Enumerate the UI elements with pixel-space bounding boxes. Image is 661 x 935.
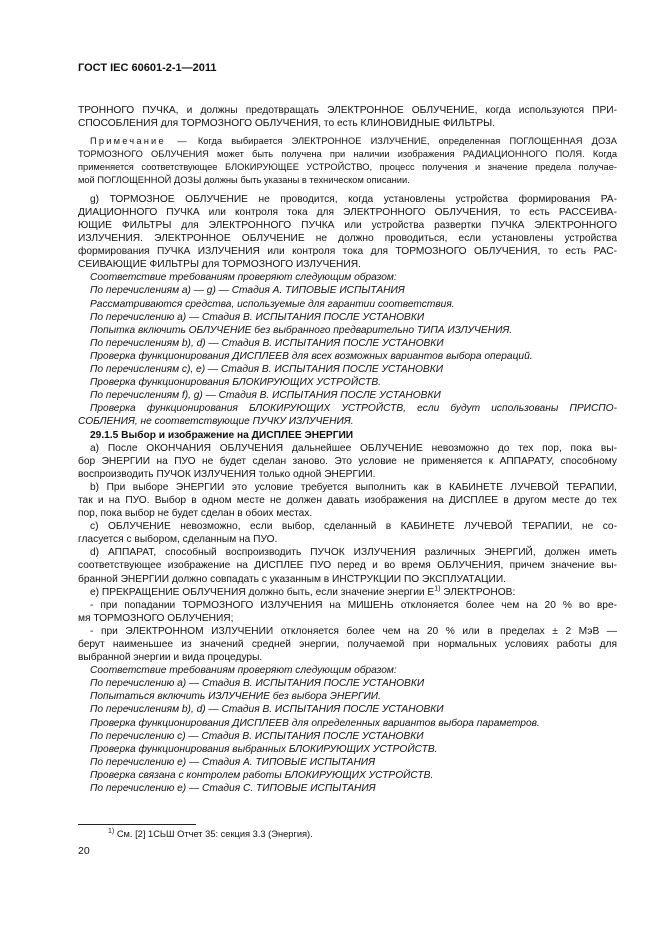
text-line: b) При выборе ЭНЕРГИИ это условие требуется выполнить как в КАБИНЕТЕ ЛУЧЕВОЙ ТЕРАПИИ, — [90, 481, 617, 493]
text-line: - при ЭЛЕКТРОННОМ ИЗЛУЧЕНИИ отклоняется более чем на 20 % или в пределах ± 2 МэВ — — [90, 625, 617, 637]
text-line: выбранной энергии и вида процедуры. — [78, 652, 263, 664]
text-line: так и на ПУО. Выбор в одном месте не должен давать изображения на ДИСПЛЕЕ в другом месте до тех — [78, 494, 617, 506]
text-line: Проверка функционирования ДИСПЛЕЕВ для всех возможных вариантов выбора операций. — [90, 350, 533, 362]
text-line: По перечислению е) — Стадия С. ТИПОВЫЕ ИСПЫТАНИЯ — [90, 783, 376, 795]
note-line: мой ПОГЛОЩЕННОЙ ДОЗЫ должны быть указаны в техническом описании. — [78, 174, 410, 185]
text-line: ЮЩИЕ ФИЛЬТРЫ для ЭЛЕКТРОННОГО ПУЧКА или устройства развертки ПУЧКА ЭЛЕКТРОННОГО — [78, 220, 617, 231]
text-line: ДИАЦИОННОГО ПУЧКА или контроля тока для ЭЛЕКТРОННОГО ОБЛУЧЕНИЯ, то есть РАССЕИВА- — [78, 206, 617, 218]
text-line: берут наименьшее из значений средней энергии, получаемой при нормальных условиях работы для — [78, 639, 617, 650]
text-line: СЕИВАЮЩИЕ ФИЛЬТРЫ для ТОРМОЗНОГО ИЗЛУЧЕНИЯ. — [78, 259, 361, 271]
text-line: - при попадании ТОРМОЗНОГО ИЗЛУЧЕНИЯ на МИШЕНЬ отклоняется более чем на 20 % во вре- — [90, 599, 617, 611]
footnote-ref: 1) — [434, 585, 441, 593]
text-line: По перечислениям а) — g) — Стадия А. ТИПОВЫЕ ИСПЫТАНИЯ — [90, 285, 405, 297]
text-line: ИЗЛУЧЕНИЯ. ЭЛЕКТРОННОЕ ОБЛУЧЕНИЕ не должно проводиться, если установлены устройства — [78, 233, 617, 245]
note-label: Примечание — — [90, 136, 189, 147]
page-number: 20 — [78, 845, 90, 857]
text-line: формирования ПУЧКА ИЗЛУЧЕНИЯ или контроля тока для ТОРМОЗНОГО ОБЛУЧЕНИЯ, то есть РАС- — [78, 246, 617, 258]
text-line: Проверка функционирования БЛОКИРУЮЩИХ УСТРОЙСТВ. — [90, 377, 382, 389]
text-line: Проверка функционирования ДИСПЛЕЕВ для определенных вариантов выбора параметров. — [90, 717, 540, 729]
text-line: СОБЛЕНИЯ, не соответствующие ПУЧКУ ИЗЛУЧЕНИЯ. — [78, 416, 354, 428]
section-heading: 29.1.5 Выбор и изображение на ДИСПЛЕЕ ЭНЕРГИИ — [90, 429, 354, 441]
text-line: Проверка связана с контролем работы БЛОКИРУЮЩИХ УСТРОЙСТВ. — [90, 769, 434, 781]
text-line: По перечислениям f), g) — Стадия В. ИСПЫТАНИЯ ПОСЛЕ УСТАНОВКИ — [90, 390, 441, 402]
text-line: соответствующее изображение на ДИСПЛЕЕ ПУО перед и во время ОБЛУЧЕНИЯ, причем значение вы- — [78, 560, 617, 572]
text-line: пор, пока выбор не будет сделан в обоих местах. — [78, 508, 313, 520]
footnote: $^{1)}$ См. [2] 1СЬШ Отчет 35: секция 3.3 (Энергия). — [108, 827, 313, 839]
text-line: По перечислению а) — Стадия В. ИСПЫТАНИЯ ПОСЛЕ УСТАНОВКИ — [90, 311, 425, 323]
text-line: Соответствие требованиям проверяют следующим образом: — [90, 272, 397, 284]
document-header: ГОСТ IEC 60601-2-1—2011 — [78, 62, 217, 74]
text-line: е) ПРЕКРАЩЕНИЕ ОБЛУЧЕНИЯ должно быть, если значение энергии $E^{1)}$ ЭЛЕКТРОНОВ: — [90, 585, 516, 598]
note-line: применяется соответствующее БЛОКИРУЮЩЕЕ УСТРОЙСТВО, процесс получения и значение предела получае- — [78, 162, 617, 172]
text-line: Попытка включить ОБЛУЧЕНИЕ без выбранного предварительно ТИПА ИЗЛУЧЕНИЯ. — [90, 324, 513, 336]
text-line: бранной ЭНЕРГИИ должно совпадать с указанным в ИНСТРУКЦИИ ПО ЭКСПЛУАТАЦИИ. — [78, 573, 507, 585]
text-line: воспроизводить ПУЧОК ИЗЛУЧЕНИЯ только одной ЭНЕРГИИ. — [78, 468, 376, 480]
text-line: Проверка функционирования БЛОКИРУЮЩИХ УСТРОЙСТВ, если будут использованы ПРИСПО- — [90, 403, 617, 415]
note-line: ТОРМОЗНОГО ОБЛУЧЕНИЯ может быть получена при наличии изображения РАДИАЦИОННОГО ПОЛЯ. Когда — [78, 149, 617, 160]
text-line: мя ТОРМОЗНОГО ОБЛУЧЕНИЯ; — [78, 612, 234, 624]
text-line: Проверка функционирования выбранных БЛОКИРУЮЩИХ УСТРОЙСТВ. — [90, 743, 438, 755]
page-body — [78, 104, 617, 795]
text-line: По перечислениям b), d) — Стадия В. ИСПЫТАНИЯ ПОСЛЕ УСТАНОВКИ — [90, 337, 444, 349]
footnote-divider — [78, 824, 196, 825]
text-line: По перечислению е) — Стадия А. ТИПОВЫЕ ИСПЫТАНИЯ — [90, 756, 376, 768]
text-line: По перечислениям b), d) — Стадия В. ИСПЫТАНИЯ ПОСЛЕ УСТАНОВКИ — [90, 704, 444, 716]
text-line: гласуется с выбором, сделанным на ПУО. — [78, 534, 278, 546]
text-line: g) ТОРМОЗНОЕ ОБЛУЧЕНИЕ не проводится, когда установлены устройства формирования РА- — [90, 193, 617, 205]
text-line: По перечислению с) — Стадия В. ИСПЫТАНИЯ ПОСЛЕ УСТАНОВКИ — [90, 730, 424, 742]
text-line: По перечислениям с), е) — Стадия В. ИСПЫТАНИЯ ПОСЛЕ УСТАНОВКИ — [90, 364, 444, 376]
text-line: По перечислению а) — Стадия В. ИСПЫТАНИЯ ПОСЛЕ УСТАНОВКИ — [90, 678, 425, 690]
text-line: d) АППАРАТ, способный воспроизводить ПУЧОК ИЗЛУЧЕНИЯ различных ЭНЕРГИЙ, должен иметь — [90, 547, 617, 559]
text-line: СПОСОБЛЕНИЯ для ТОРМОЗНОГО ОБЛУЧЕНИЯ, то есть КЛИНОВИДНЫЕ ФИЛЬТРЫ. — [78, 118, 496, 130]
text-line: ТРОННОГО ПУЧКА, и должны предотвращать ЭЛЕКТРОННОЕ ОБЛУЧЕНИЕ, когда используются ПРИ- — [78, 105, 617, 116]
note-block — [78, 135, 617, 187]
text-line: Попытаться включить ИЗЛУЧЕНИЕ без выбора ЭНЕРГИИ. — [90, 691, 381, 703]
text-line: а) После ОКОНЧАНИЯ ОБЛУЧЕНИЯ дальнейшее ОБЛУЧЕНИЕ невозможно до тех пор, пока вы- — [90, 442, 617, 454]
text-line: бор ЭНЕРГИИ на ПУО не будет сделан заново. Это условие не применяется к АППАРАТУ, способному — [78, 455, 617, 467]
text-line: Рассматриваются средства, используемые для гарантии соответствия. — [90, 298, 455, 310]
text-line: с) ОБЛУЧЕНИЕ невозможно, если выбор, сделанный в КАБИНЕТЕ ЛУЧЕВОЙ ТЕРАПИИ, не со- — [90, 521, 617, 533]
text-line: Соответствие требованиям проверяют следующим образом: — [90, 665, 397, 677]
note-line: Примечание — Когда выбирается ЭЛЕКТРОННОЕ ИЗЛУЧЕНИЕ, определенная ПОГЛОЩЕННАЯ ДОЗА — [90, 136, 618, 147]
